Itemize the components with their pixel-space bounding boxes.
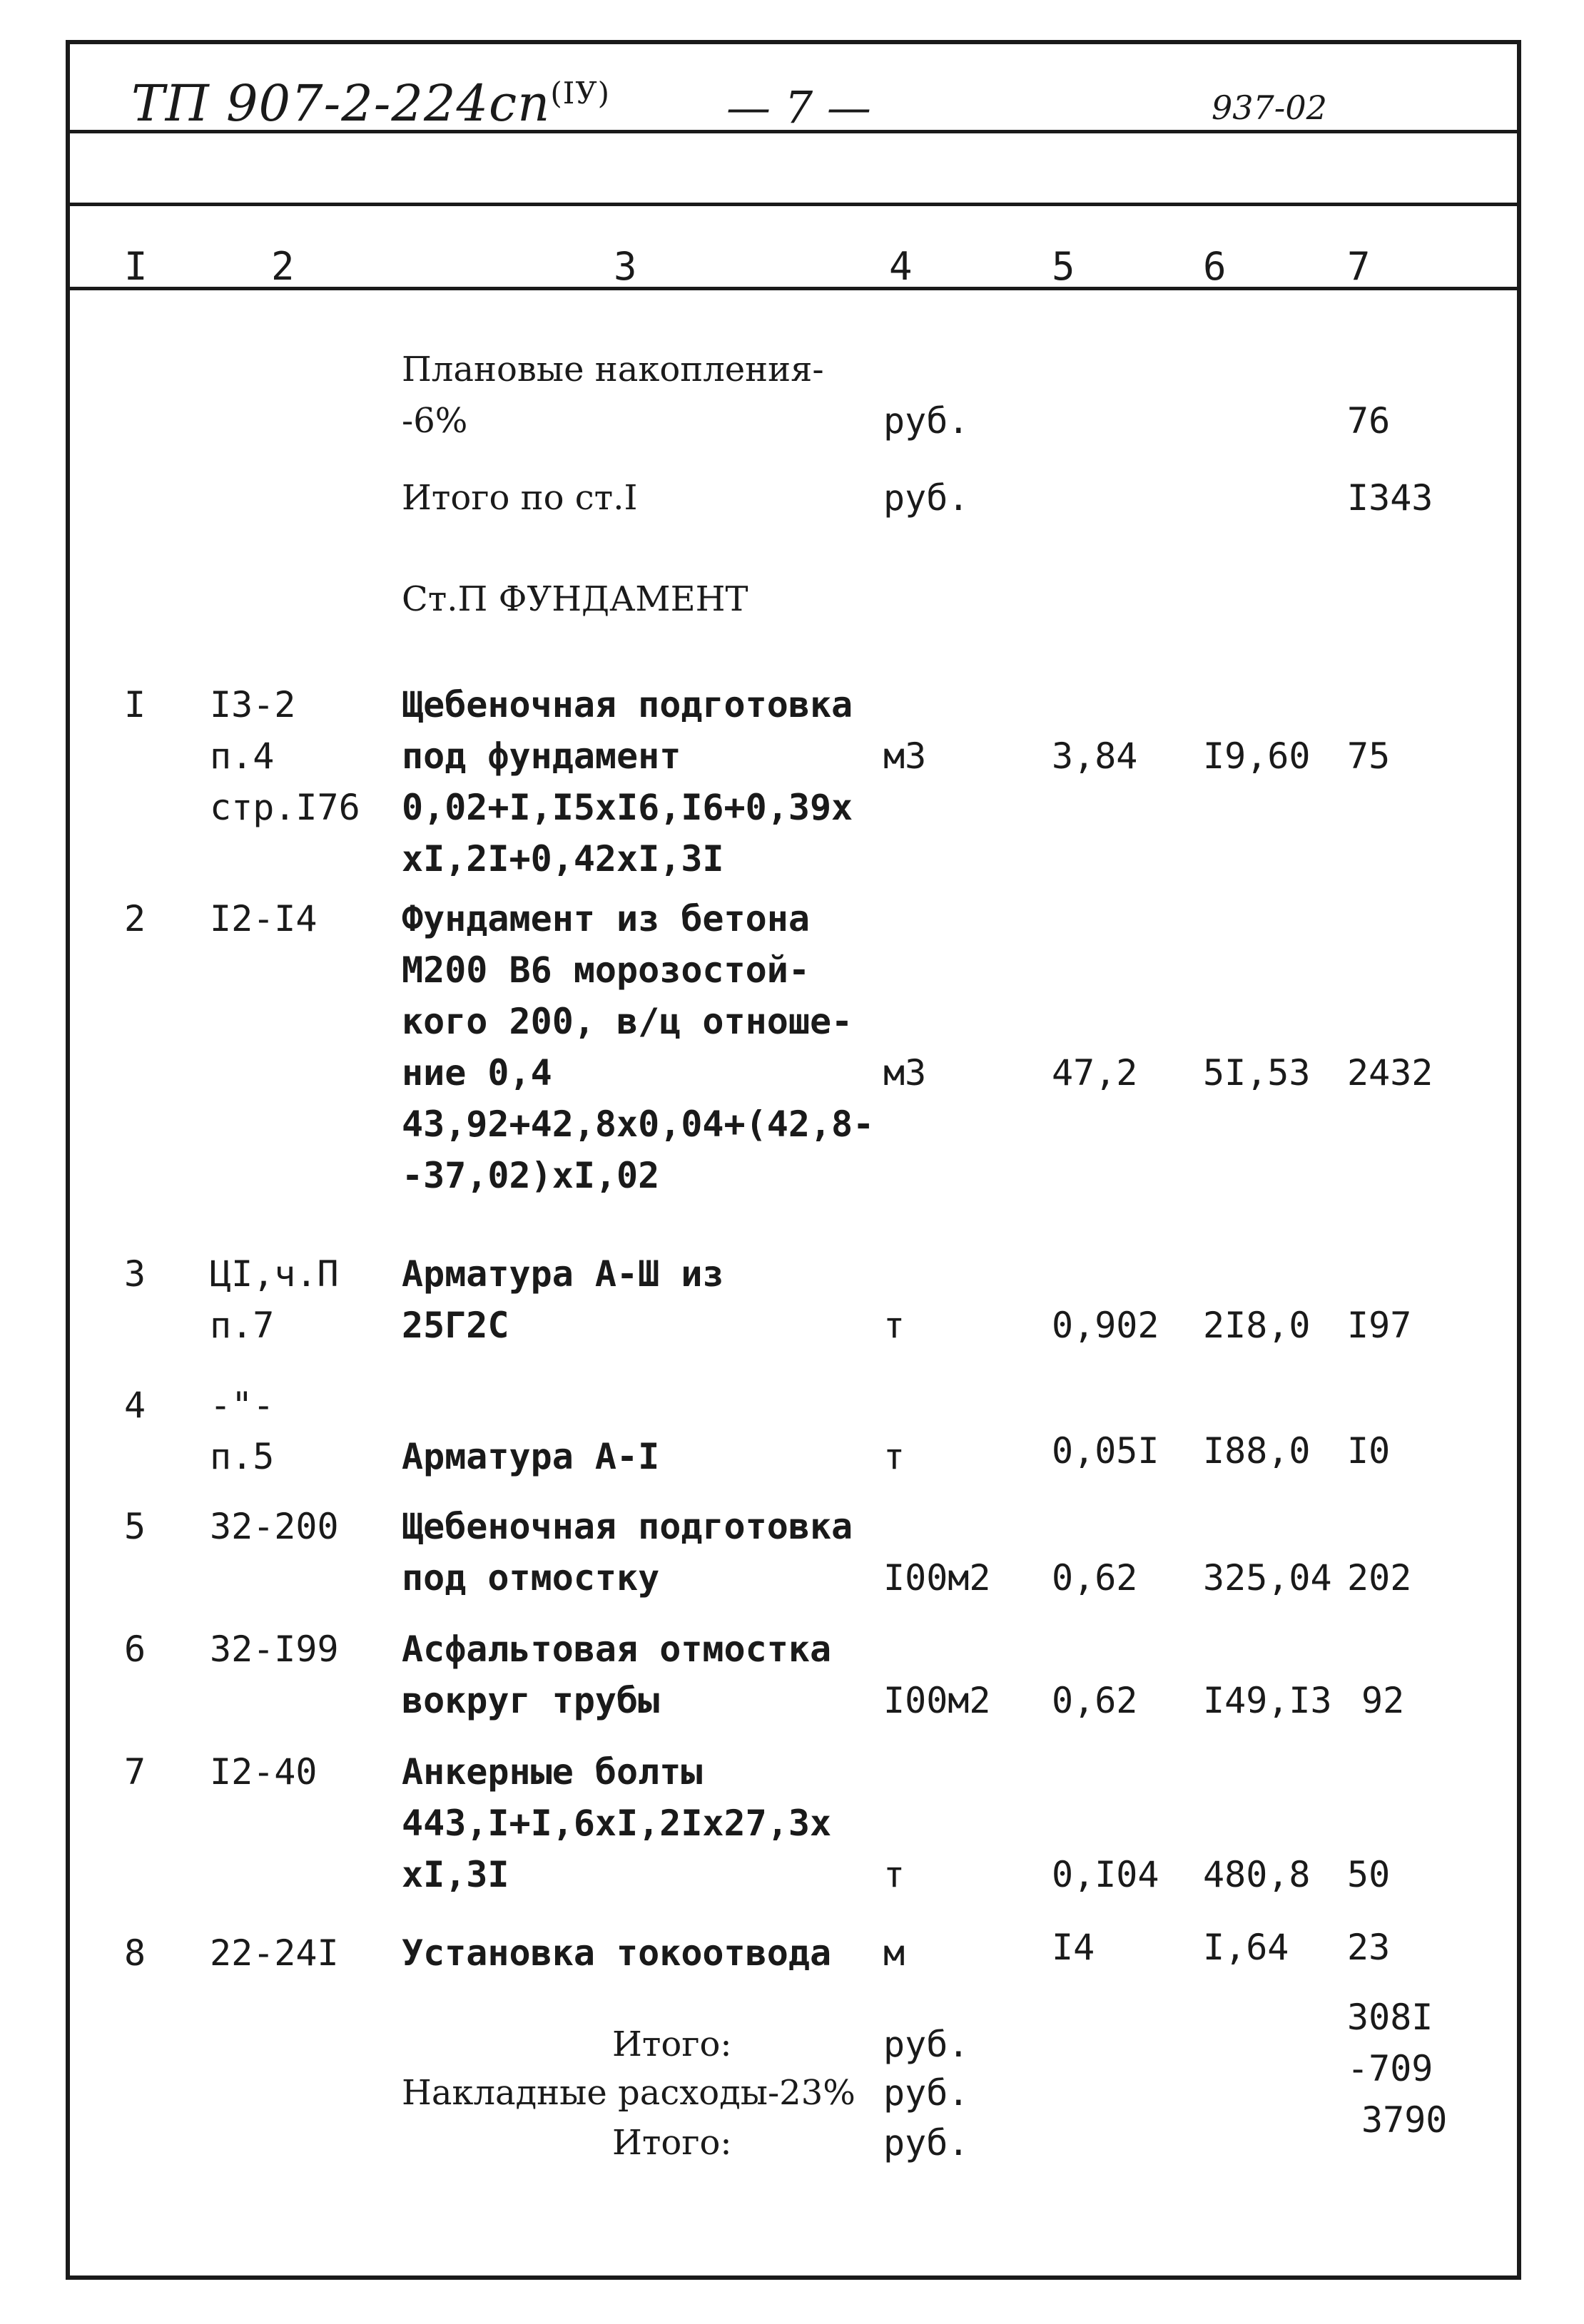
summary-2-label: Накладные расходы-23% <box>402 2073 856 2113</box>
column-header-4: 4 <box>889 244 913 289</box>
row-4-qty: 0,05I <box>1052 1430 1159 1472</box>
row-1-total: 75 <box>1347 735 1391 777</box>
summary-1-total: 308I <box>1347 1997 1433 2038</box>
row-5-qty: 0,62 <box>1052 1557 1138 1599</box>
summary-2-total: -709 <box>1347 2048 1433 2089</box>
row-1-price: I9,60 <box>1203 735 1311 777</box>
row-3-qty: 0,902 <box>1052 1305 1159 1346</box>
row-3-name: Арматура А-Ш из 25Г2С <box>402 1253 724 1346</box>
row-5-unit: I00м2 <box>883 1557 991 1599</box>
summary-1-label: Итого: <box>612 2024 732 2064</box>
row-5-num: 5 <box>124 1506 146 1547</box>
section-title: Ст.П ФУНДАМЕНТ <box>402 579 748 619</box>
row-1-qty: 3,84 <box>1052 735 1138 777</box>
column-header-3: 3 <box>614 244 637 289</box>
intro-row-2-unit: руб. <box>883 477 970 519</box>
row-5-price: 325,04 <box>1203 1557 1332 1599</box>
intro-row-1-total: 76 <box>1347 400 1391 442</box>
row-6-ref: 32-I99 <box>210 1629 339 1670</box>
row-1-num: I <box>124 684 146 725</box>
row-7-name: Анкерные болты 443,I+I,6хI,2Iх27,3х хI,3I <box>402 1751 832 1895</box>
column-header-1: I <box>124 244 148 289</box>
column-header-2: 2 <box>271 244 295 289</box>
row-8-price: I,64 <box>1203 1927 1289 1968</box>
row-1-ref: I3-2 п.4 стр.I76 <box>210 684 360 828</box>
row-6-name: Асфальтовая отмостка вокруг трубы <box>402 1629 832 1721</box>
row-6-total: 92 <box>1361 1680 1405 1721</box>
row-2-price: 5I,53 <box>1203 1052 1311 1094</box>
page-number: — 7 — <box>726 81 871 133</box>
row-7-qty: 0,I04 <box>1052 1854 1159 1895</box>
row-3-ref: ЦI,ч.П п.7 <box>210 1253 339 1346</box>
blank-row-divider <box>70 203 1517 206</box>
row-2-total: 2432 <box>1347 1052 1433 1094</box>
row-1-unit: м3 <box>883 735 927 777</box>
row-6-price: I49,I3 <box>1203 1680 1332 1721</box>
row-6-qty: 0,62 <box>1052 1680 1138 1721</box>
row-8-ref: 22-24I <box>210 1932 339 1974</box>
column-header-5: 5 <box>1052 244 1075 289</box>
row-5-ref: 32-200 <box>210 1506 339 1547</box>
intro-row-2-total: I343 <box>1347 477 1433 519</box>
row-8-total: 23 <box>1347 1927 1391 1968</box>
row-4-ref: -"- п.5 <box>210 1385 275 1477</box>
row-8-num: 8 <box>124 1932 146 1974</box>
document-code: ТП $907-2-224сп^{(IУ)}$ <box>131 74 611 133</box>
row-2-qty: 47,2 <box>1052 1052 1138 1094</box>
row-6-unit: I00м2 <box>883 1680 991 1721</box>
row-4-total: I0 <box>1347 1430 1391 1472</box>
row-8-unit: м <box>883 1932 905 1974</box>
intro-row-1-unit: руб. <box>883 400 970 442</box>
row-7-total: 50 <box>1347 1854 1391 1895</box>
row-3-price: 2I8,0 <box>1203 1305 1311 1346</box>
summary-1-unit: руб. <box>883 2024 970 2065</box>
summary-2-unit: руб. <box>883 2072 970 2114</box>
row-3-total: I97 <box>1347 1305 1412 1346</box>
summary-3-label: Итого: <box>612 2123 732 2163</box>
summary-3-total: 3790 <box>1361 2099 1448 2141</box>
summary-3-unit: руб. <box>883 2122 970 2164</box>
row-4-name: Арматура А-I <box>402 1436 660 1477</box>
row-5-total: 202 <box>1347 1557 1412 1599</box>
row-4-unit: т <box>883 1436 905 1477</box>
row-8-qty: I4 <box>1052 1927 1095 1968</box>
sheet-number: 937-02 <box>1212 88 1327 127</box>
document-frame <box>66 40 1521 2280</box>
row-2-ref: I2-I4 <box>210 898 318 939</box>
row-7-ref: I2-40 <box>210 1751 318 1793</box>
row-4-price: I88,0 <box>1203 1430 1311 1472</box>
row-8-name: Установка токоотвода <box>402 1932 832 1974</box>
intro-row-2-name: Итого по ст.I <box>402 478 638 518</box>
row-2-num: 2 <box>124 898 146 939</box>
column-header-7: 7 <box>1347 244 1371 289</box>
row-3-unit: т <box>883 1305 905 1346</box>
row-2-unit: м3 <box>883 1052 927 1094</box>
row-6-num: 6 <box>124 1629 146 1670</box>
intro-row-1-name: Плановые накопления- -6% <box>402 350 824 441</box>
row-3-num: 3 <box>124 1253 146 1295</box>
row-1-name: Щебеночная подготовка под фундамент 0,02+I,I5хI6,I6+0,39х хI,2I+0,42хI,3I <box>402 684 853 880</box>
row-5-name: Щебеночная подготовка под отмостку <box>402 1506 853 1599</box>
row-4-num: 4 <box>124 1385 146 1426</box>
column-header-6: 6 <box>1203 244 1227 289</box>
row-7-unit: т <box>883 1854 905 1895</box>
row-7-price: 480,8 <box>1203 1854 1311 1895</box>
row-2-name: Фундамент из бетона М200 В6 морозостой- кого 200, в/ц отноше- ние 0,4 43,92+42,8х0,04+(42,8- -37,02)хI,02 <box>402 898 875 1196</box>
row-7-num: 7 <box>124 1751 146 1793</box>
